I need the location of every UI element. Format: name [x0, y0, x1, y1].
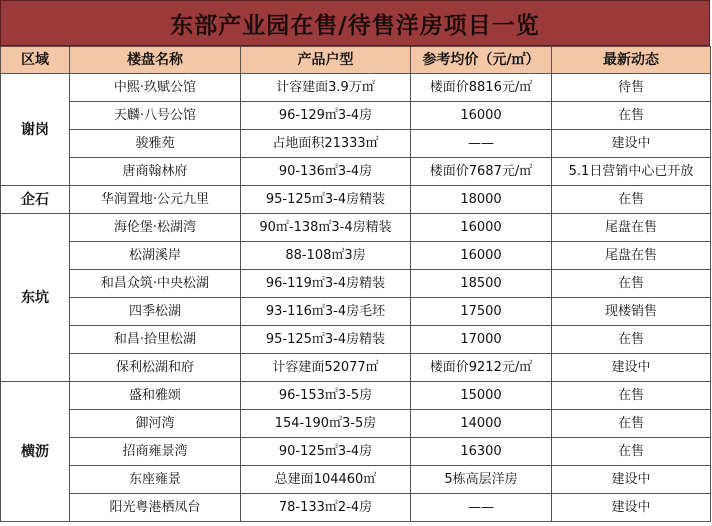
- price-cell: ——: [411, 494, 552, 522]
- header-region: 区域: [1, 47, 70, 74]
- project-name-cell: 海伦堡·松湖湾: [70, 214, 241, 242]
- project-name-cell: 阳光粤港栖凤台: [70, 494, 241, 522]
- price-cell: 16000: [411, 242, 552, 270]
- table-body: [1, 74, 711, 522]
- status-cell: 建设中: [552, 494, 711, 522]
- project-name-cell: 保利松湖和府: [70, 354, 241, 382]
- price-cell: 16000: [411, 214, 552, 242]
- status-cell: 现楼销售: [552, 298, 711, 326]
- status-cell: 在售: [552, 102, 711, 130]
- project-name-cell: 四季松湖: [70, 298, 241, 326]
- table-row: [1, 130, 711, 158]
- table-row: [1, 158, 711, 186]
- layout-cell: 总建面104460㎡: [241, 466, 411, 494]
- header-layout: 产品户型: [241, 47, 411, 74]
- project-name-cell: 骏雅苑: [70, 130, 241, 158]
- header-project: 楼盘名称: [70, 47, 241, 74]
- price-cell: ——: [411, 130, 552, 158]
- title-bar: [0, 0, 710, 46]
- project-name-cell: 东座雍景: [70, 466, 241, 494]
- status-cell: 在售: [552, 410, 711, 438]
- price-cell: 14000: [411, 410, 552, 438]
- price-cell: 16000: [411, 102, 552, 130]
- status-cell: 尾盘在售: [552, 214, 711, 242]
- layout-cell: 96-119㎡3-4房精装: [241, 270, 411, 298]
- price-cell: 楼面价9212元/㎡: [411, 354, 552, 382]
- price-cell: 15000: [411, 382, 552, 410]
- price-cell: 18500: [411, 270, 552, 298]
- project-name-cell: 和昌·拾里松湖: [70, 326, 241, 354]
- layout-cell: 96-129㎡3-4房: [241, 102, 411, 130]
- price-cell: 17000: [411, 326, 552, 354]
- status-cell: 建设中: [552, 354, 711, 382]
- header-price: 参考均价（元/㎡）: [411, 47, 552, 74]
- project-name-cell: 天麟·八号公馆: [70, 102, 241, 130]
- status-cell: 在售: [552, 326, 711, 354]
- layout-cell: 154-190㎡3-5房: [241, 410, 411, 438]
- status-cell: 在售: [552, 438, 711, 466]
- header-row: [1, 47, 711, 74]
- status-cell: 5.1日营销中心已开放: [552, 158, 711, 186]
- layout-cell: 95-125㎡3-4房精装: [241, 326, 411, 354]
- project-table: [0, 46, 711, 522]
- region-cell: 谢岗: [1, 74, 70, 186]
- table-row: [1, 438, 711, 466]
- table-row: [1, 382, 711, 410]
- table-row: [1, 74, 711, 102]
- layout-cell: 占地面积21333㎡: [241, 130, 411, 158]
- table-row: [1, 102, 711, 130]
- table-row: [1, 298, 711, 326]
- project-name-cell: 中熙·玖赋公馆: [70, 74, 241, 102]
- layout-cell: 88-108㎡3房: [241, 242, 411, 270]
- table-row: [1, 242, 711, 270]
- layout-cell: 90-125㎡3-4房: [241, 438, 411, 466]
- region-cell: 东坑: [1, 214, 70, 382]
- layout-cell: 78-133㎡2-4房: [241, 494, 411, 522]
- project-name-cell: 和昌众筑·中央松湖: [70, 270, 241, 298]
- project-name-cell: 松湖溪岸: [70, 242, 241, 270]
- status-cell: 在售: [552, 382, 711, 410]
- table-row: [1, 466, 711, 494]
- price-cell: 5栋高层洋房: [411, 466, 552, 494]
- header-status: 最新动态: [552, 47, 711, 74]
- status-cell: 尾盘在售: [552, 242, 711, 270]
- layout-cell: 93-116㎡3-4房毛坯: [241, 298, 411, 326]
- project-name-cell: 唐商翰林府: [70, 158, 241, 186]
- layout-cell: 计容建面52077㎡: [241, 354, 411, 382]
- layout-cell: 计容建面3.9万㎡: [241, 74, 411, 102]
- layout-cell: 96-153㎡3-5房: [241, 382, 411, 410]
- region-cell: 横沥: [1, 382, 70, 522]
- status-cell: 待售: [552, 74, 711, 102]
- table-row: [1, 354, 711, 382]
- status-cell: 在售: [552, 270, 711, 298]
- price-cell: 18000: [411, 186, 552, 214]
- table-row: [1, 270, 711, 298]
- table-row: [1, 214, 711, 242]
- layout-cell: 90-136㎡3-4房: [241, 158, 411, 186]
- price-cell: 楼面价8816元/㎡: [411, 74, 552, 102]
- table-row: [1, 186, 711, 214]
- status-cell: 建设中: [552, 130, 711, 158]
- project-name-cell: 华润置地·公元九里: [70, 186, 241, 214]
- layout-cell: 90㎡-138㎡3-4房精装: [241, 214, 411, 242]
- status-cell: 在售: [552, 186, 711, 214]
- project-name-cell: 盛和雅颂: [70, 382, 241, 410]
- project-name-cell: 御河湾: [70, 410, 241, 438]
- table-row: [1, 326, 711, 354]
- table-row: [1, 410, 711, 438]
- price-cell: 楼面价7687元/㎡: [411, 158, 552, 186]
- region-cell: 企石: [1, 186, 70, 214]
- table-row: [1, 494, 711, 522]
- status-cell: 建设中: [552, 466, 711, 494]
- layout-cell: 95-125㎡3-4房精装: [241, 186, 411, 214]
- price-cell: 16300: [411, 438, 552, 466]
- project-name-cell: 招商雍景湾: [70, 438, 241, 466]
- price-cell: 17500: [411, 298, 552, 326]
- page-title: 东部产业园在售/待售洋房项目一览: [170, 11, 540, 39]
